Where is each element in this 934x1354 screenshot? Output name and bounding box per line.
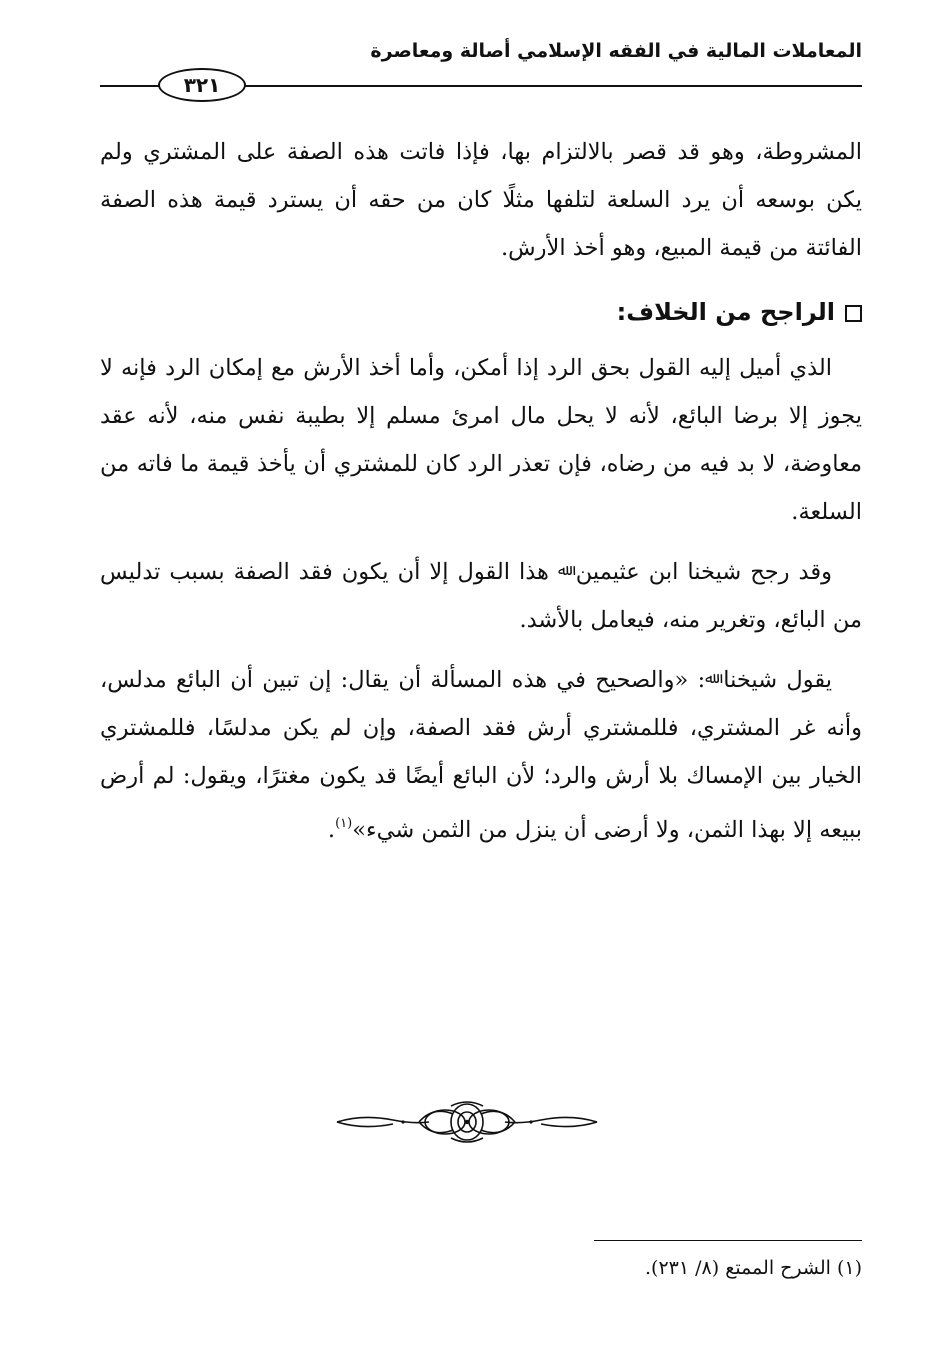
- body-text: [100, 128, 862, 864]
- running-title: المعاملات المالية في الفقه الإسلامي أصالة ومعاصرة: [370, 40, 862, 62]
- paragraph-3-end: هذا القول إلا أن يكون فقد الصفة بسبب تدليس من البائع، وتغرير منه، فيعامل بالأشد.: [100, 559, 862, 633]
- paragraph-4: [100, 654, 862, 854]
- footnote-rule: [594, 1240, 862, 1241]
- paragraph-4-period: .: [327, 817, 336, 843]
- checkbox-square-icon: [845, 305, 862, 322]
- section-heading-text: الراجح من الخلاف:: [616, 298, 835, 326]
- section-heading: [100, 290, 862, 334]
- honorific-glyph-2: ﷲ: [705, 669, 714, 687]
- paragraph-1: المشروطة، وهو قد قصر بالالتزام بها، فإذا فاتت هذه الصفة على المشتري ولم يكن بوسعه أن يرد السلعة لتلفها مثلًا كان من حقه أن يسترد قيمة هذه الصفة الفائتة من قيمة المبيع، وهو أخذ الأرش.: [100, 139, 862, 261]
- paragraph-3: [100, 546, 862, 644]
- page-number: ٣٢١: [158, 68, 246, 102]
- paragraph-3-start: وقد رجح شيخنا ابن عثيمين: [575, 559, 832, 585]
- decorative-divider-icon: [333, 1100, 601, 1144]
- paragraph-4-start: يقول شيخنا: [723, 667, 832, 693]
- footnote-reference: (١): [335, 816, 353, 831]
- paragraph-2: الذي أميل إليه القول بحق الرد إذا أمكن، وأما أخذ الأرش مع إمكان الرد فإنه لا يجوز إلا برضا البائع، لأنه لا يحل مال امرئ مسلم إلا بطيبة نفس منه، لأنه عقد معاوضة، لا بد فيه من رضاه، فإن تعذر الرد كان للمشتري أن يأخذ قيمة ما فاته من السلعة.: [100, 355, 862, 525]
- honorific-glyph: ﷲ: [557, 561, 567, 579]
- paragraph-4-quote: : «والصحيح في هذه المسألة أن يقال: إن تبين أن البائع مدلس، وأنه غر المشتري، فللمشتري أرش فقد الصفة، وإن لم يكن مدلسًا، فللمشتري الخيار بين الإمساك بلا أرش والرد؛ لأن البائع أيضًا قد يكون مغترًا، ويقول: لم أرض ببيعه إلا بهذا الثمن، ولا أرضى أن ينزل من الثمن شيء»: [100, 667, 862, 843]
- footnote: (١) الشرح الممتع (٨/ ٢٣١).: [645, 1257, 862, 1279]
